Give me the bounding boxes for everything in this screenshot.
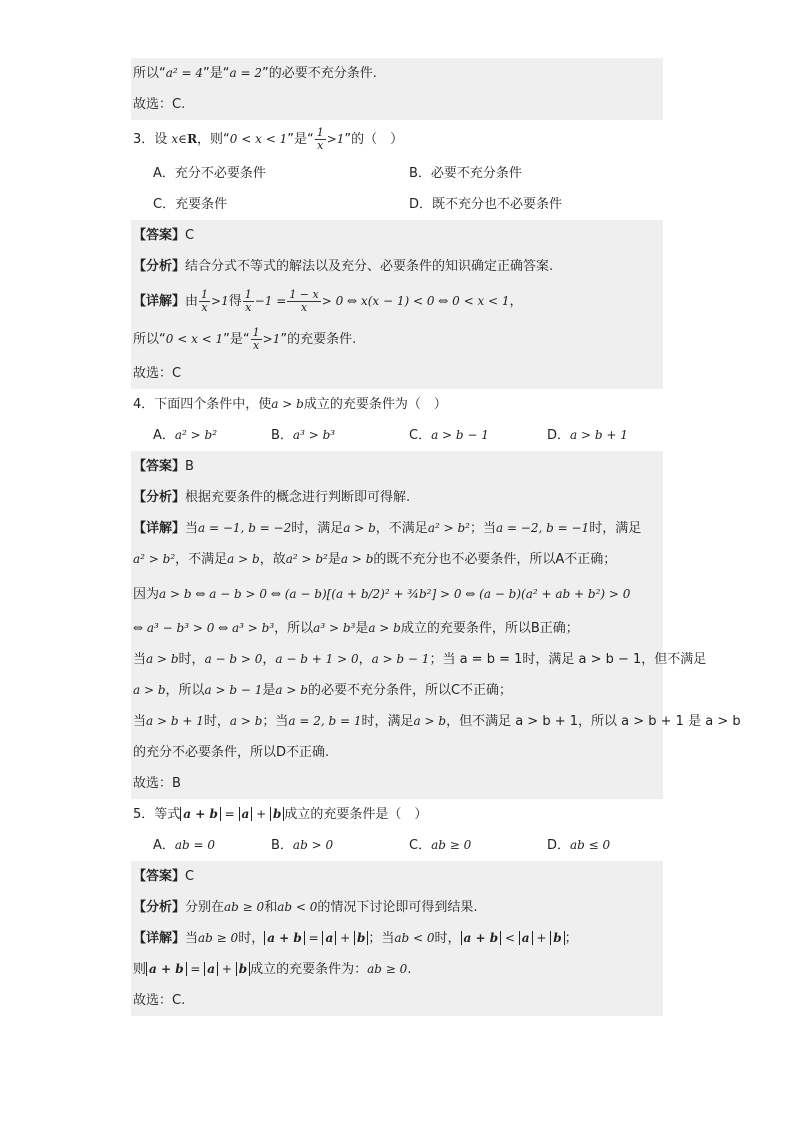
q3-option-b: B．必要不充分条件 [409,166,522,181]
q5-analysis: 【分析】分别在ab ≥ 0和ab < 0的情况下讨论即可得到结果. [133,900,478,915]
q4-detail-line-8: 的充分不必要条件，所以D不正确. [133,745,330,760]
q5-selection: 故选：C. [133,993,186,1008]
q4-option-d: D．a > b + 1 [547,428,628,443]
q3-selection: 故选：C [133,366,182,381]
q4-option-b: B．a³ > b³ [271,428,336,443]
q4-detail-line-3: 因为a > b ⇔ a − b > 0 ⇔ (a − b)[(a + b/2)² + ¾b²] > 0 ⇔ (a − b)(a² + ab + b²) > 0 [133,587,631,602]
q2-solution-tail [131,58,663,120]
q4-detail-line-6: a > b，所以a > b − 1是a > b的必要不充分条件，所以C不正确； [133,683,513,698]
q3-solution [131,220,663,389]
q5-answer: 【答案】C [133,869,195,884]
question-4 [131,389,663,451]
q2-conclusion: 所以“a² = 4”是“a = 2”的必要不充分条件. [133,66,377,81]
q5-option-c: C．ab ≥ 0 [409,838,472,853]
q3-analysis: 【分析】结合分式不等式的解法以及充分、必要条件的知识确定正确答案. [133,259,554,274]
q4-selection: 故选：B [133,776,181,791]
q4-detail-line-1: 【详解】当a = −1, b = −2时，满足a > b，不满足a² > b²；当a = −2, b = −1时，满足 [133,521,642,536]
fraction: $\frac{1}{x}$ [316,126,324,152]
q4-detail-line-7: 当a > b + 1时，a > b；当a = 2, b = 1时，满足a > b，但不满足 a > b + 1，所以 a > b + 1 是 a > b [133,714,741,729]
q4-option-a: A．a² > b² [153,428,218,443]
q5-options [131,830,663,861]
q4-option-c: C．a > b − 1 [409,428,489,443]
q3-option-c: C．充要条件 [153,197,228,212]
q5-option-d: D．ab ≤ 0 [547,838,611,853]
q4-detail-line-5: 当a > b时，a − b > 0，a − b + 1 > 0，a > b − 1；当 a = b = 1时，满足 a > b − 1，但不满足 [133,652,707,667]
q4-analysis: 【分析】根据充要条件的概念进行判断即可得解. [133,490,411,505]
q4-solution [131,451,741,799]
q3-options-row1 [131,158,663,189]
q5-option-b: B．ab > 0 [271,838,334,853]
q5-solution [131,861,663,1016]
q3-detail: 【详解】由 $\frac{1}{x}$ >1得 $\frac{1}{x}$ −1 = $\frac{1 - x}{x}$ > 0 ⇔ x(x − 1) < 0 ⇔ 0 < x < 1， [133,288,523,314]
q3-answer: 【答案】C [133,228,195,243]
q4-stem: 4．下面四个条件中，使a > b成立的充要条件为（ ） [133,397,447,412]
q4-detail-line-2: a² > b²，不满足a > b，故a² > b²是a > b的既不充分也不必要条件，所以A不正确； [133,552,617,567]
q3-option-a: A．充分不必要条件 [153,166,266,181]
q5-option-a: A．ab = 0 [153,838,216,853]
document-page [131,58,741,1016]
q2-selection: 故选：C. [133,97,186,112]
q4-detail-line-4: ⇔ a³ − b³ > 0 ⇔ a³ > b³，所以a³ > b³是a > b成立的充要条件，所以B正确； [133,621,579,636]
question-5 [131,799,663,861]
q5-detail: 【详解】当ab ≥ 0时， a + b = a + b ；当ab < 0时， a + b < a + b ； [133,931,578,946]
q3-options-row2 [131,189,663,220]
fraction: $\frac{1 - x}{x}$ [289,288,319,314]
fraction: $\frac{1}{x}$ [244,288,252,314]
q3-option-d: D．既不充分也不必要条件 [409,197,563,212]
q5-conclusion: 则 a + b = a + b 成立的充要条件为：ab ≥ 0. [133,962,412,977]
q3-stem: 3．设 x∈R，则“0 < x < 1”是“ $\frac{1}{x}$ >1”的（ ） [133,126,404,152]
q3-conclusion: 所以“0 < x < 1”是“ $\frac{1}{x}$ >1”的充要条件. [133,326,357,352]
fraction: $\frac{1}{x}$ [201,288,209,314]
q4-options [131,420,663,451]
question-3 [131,120,663,220]
fraction: $\frac{1}{x}$ [252,326,260,352]
q5-stem: 5．等式 a + b = a + b 成立的充要条件是（ ） [133,807,428,822]
q4-answer: 【答案】B [133,459,194,474]
